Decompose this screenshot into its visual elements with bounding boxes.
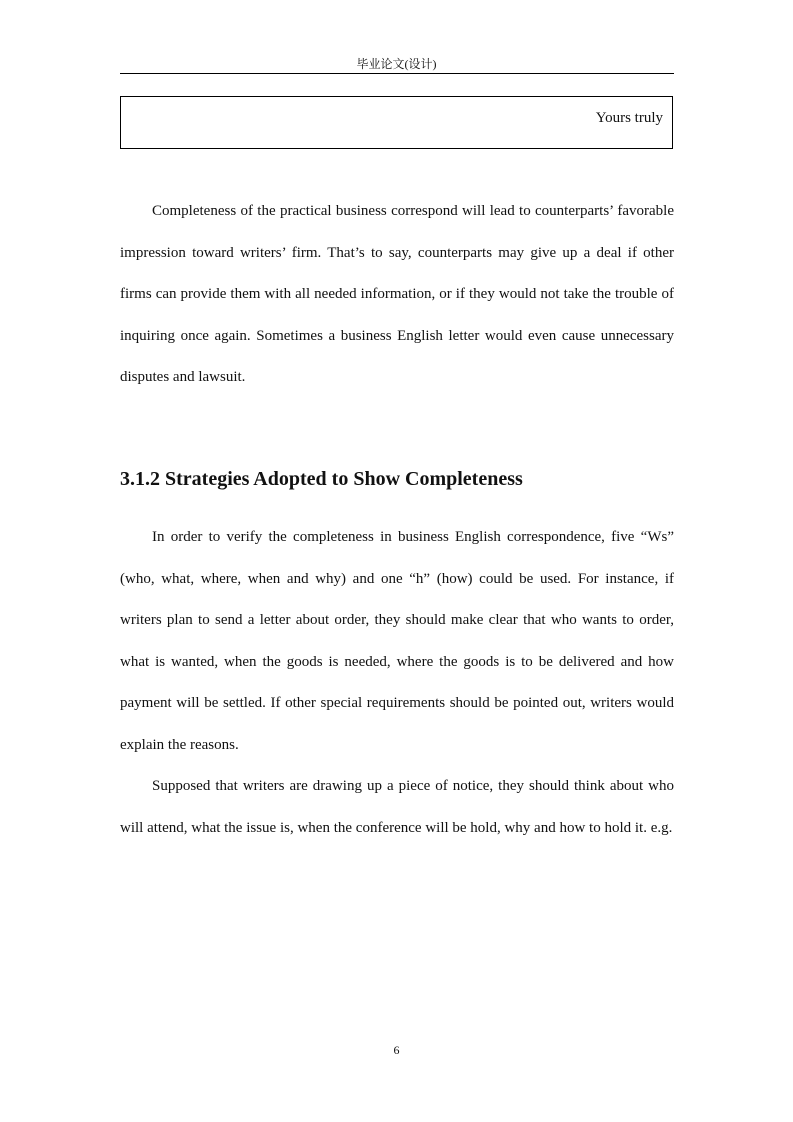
running-header: 毕业论文(设计) — [356, 57, 437, 71]
body-paragraph-1: Completeness of the practical business correspond will lead to counterparts’ favorable impression toward writers’ firm. That’s to say, counterparts may give up a deal if other firms can provide them with all needed information, or if they would not take the trouble of inquiring once again. Sometimes a business English letter would even cause unnecessary disputes and lawsuit. — [120, 203, 674, 385]
body-paragraph-3: Supposed that writers are drawing up a piece of notice, they should think about who will attend, what the issue is, when the conference will be hold, why and how to hold it. e.g. — [120, 778, 674, 836]
letter-closing: Yours truly — [595, 110, 663, 126]
letter-excerpt-box — [120, 96, 673, 149]
body-paragraph-2: In order to verify the completeness in business English correspondence, five “Ws” (who, what, where, when and why) and one “h” (how) could be used. For instance, if writers plan to send a letter about order, they should make clear that who wants to order, what is wanted, when the goods is needed, where the goods is to be delivered and how payment will be settled. If other special requirements should be pointed out, writers would explain the reasons. — [120, 529, 674, 753]
header-rule — [120, 73, 674, 74]
section-heading: 3.1.2 Strategies Adopted to Show Completeness — [120, 468, 523, 490]
page-number: 6 — [393, 1043, 400, 1057]
